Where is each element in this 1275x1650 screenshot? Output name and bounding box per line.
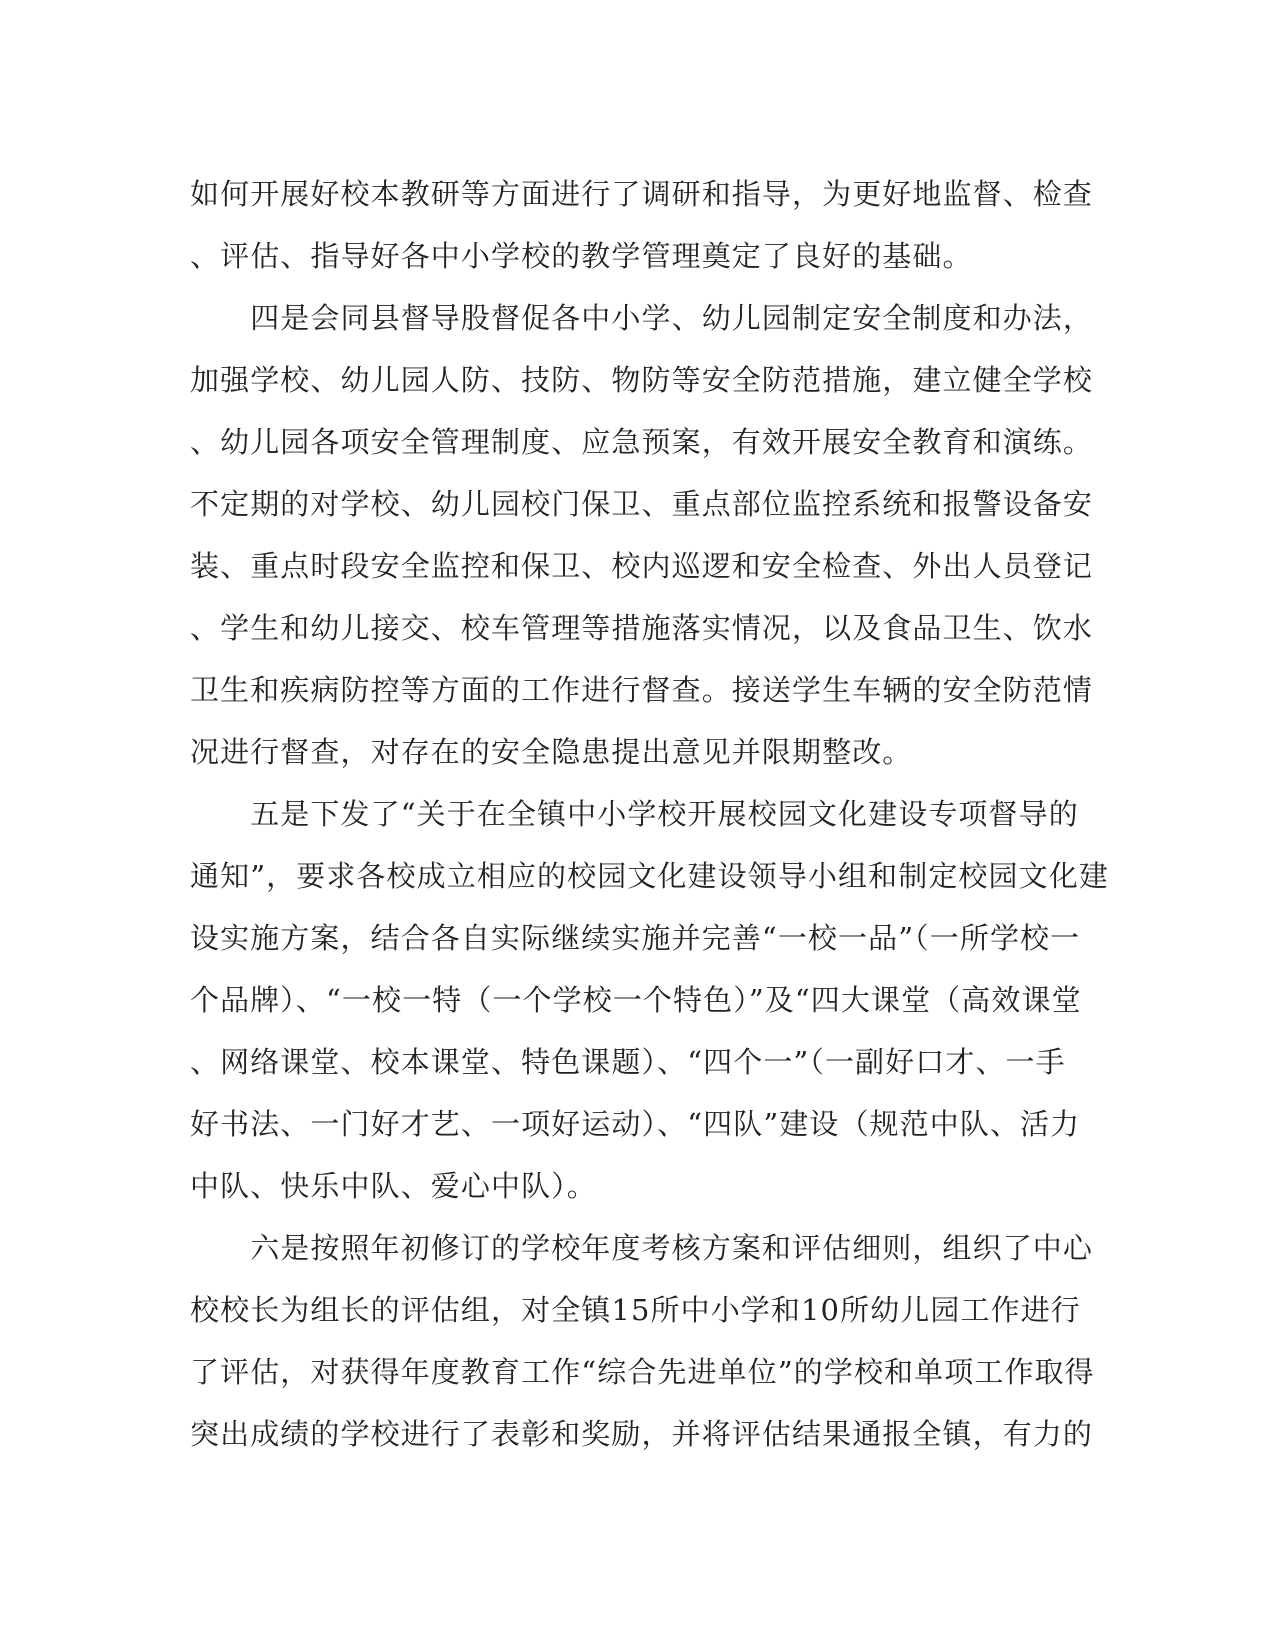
text-line: 四是会同县督导股督促各中小学、幼儿园制定安全制度和办法， <box>190 301 1094 335</box>
text-line: 了评估，对获得年度教育工作“综合先进单位”的学校和单项工作取得 <box>190 1355 1095 1389</box>
paragraph-4 <box>190 1217 1095 1465</box>
text-line: 设实施方案，结合各自实际继续实施并完善“一校一品”（一所学校一 <box>190 921 1081 955</box>
text-line: 如何开展好校本教研等方面进行了调研和指导，为更好地监督、检查 <box>190 177 1094 211</box>
text-line: 装、重点时段安全监控和保卫、校内巡逻和安全检查、外出人员登记 <box>190 549 1094 583</box>
text-line: 六是按照年初修订的学校年度考核方案和评估细则，组织了中心 <box>190 1231 1094 1265</box>
text-line: 突出成绩的学校进行了表彰和奖励，并将评估结果通报全镇，有力的 <box>190 1417 1094 1451</box>
text-line: 卫生和疾病防控等方面的工作进行督查。接送学生车辆的安全防范情 <box>190 673 1094 707</box>
text-line: 、幼儿园各项安全管理制度、应急预案，有效开展安全教育和演练。 <box>190 425 1094 459</box>
text-line: 、评估、指导好各中小学校的教学管理奠定了良好的基础。 <box>190 239 973 273</box>
text-line: 、学生和幼儿接交、校车管理等措施落实情况，以及食品卫生、饮水 <box>190 611 1094 645</box>
text-line: 好书法、一门好才艺、一项好运动）、“四队”建设（规范中队、活力 <box>190 1107 1081 1141</box>
paragraph-3 <box>190 783 1109 1217</box>
text-line: 、网络课堂、校本课堂、特色课题）、“四个一”（一副好口才、一手 <box>190 1045 1066 1079</box>
text-line: 况进行督查，对存在的安全隐患提出意见并限期整改。 <box>190 735 913 769</box>
text-line: 校校长为组长的评估组，对全镇15所中小学和10所幼儿园工作进行 <box>190 1293 1081 1327</box>
text-line: 中队、快乐中队、爱心中队）。 <box>190 1169 597 1203</box>
text-line: 加强学校、幼儿园人防、技防、物防等安全防范措施，建立健全学校 <box>190 363 1094 397</box>
paragraph-2 <box>190 287 1094 783</box>
text-line: 五是下发了“关于在全镇中小学校开展校园文化建设专项督导的 <box>190 797 1079 831</box>
body-text <box>190 163 1109 1465</box>
text-line: 通知”，要求各校成立相应的校园文化建设领导小组和制定校园文化建 <box>190 859 1109 893</box>
text-line: 个品牌）、“一校一特（一个学校一个特色）”及“四大课堂（高效课堂 <box>190 983 1082 1017</box>
text-line: 不定期的对学校、幼儿园校门保卫、重点部位监控系统和报警设备安 <box>190 487 1094 521</box>
paragraph-1 <box>190 163 1094 287</box>
